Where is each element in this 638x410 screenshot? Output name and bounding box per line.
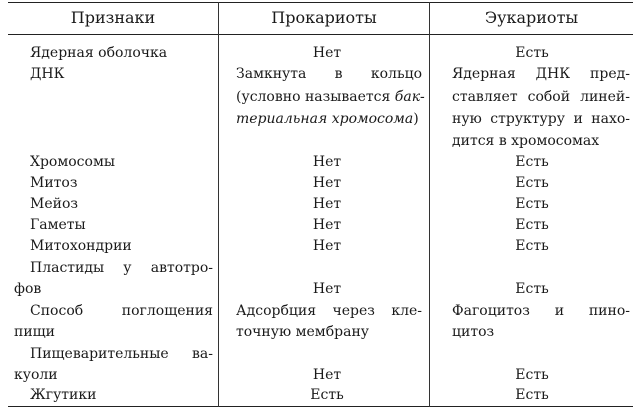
row-pro-mitosis: Нет — [312, 175, 342, 191]
row-pro-plastids: Нет — [312, 281, 342, 297]
row-sign-vacuoles-line2: куоли — [14, 367, 58, 383]
row-sign-meiosis: Мейоз — [30, 196, 79, 212]
row-pro-gametes: Нет — [312, 217, 342, 233]
row-pro-feeding-line2: точную мембрану — [236, 324, 370, 340]
row-sign-vacuoles-line1: Пищеварительные ва- — [30, 346, 213, 362]
row-euk-dna-line4: дится в хромосомах — [452, 133, 600, 149]
row-pro-nuclear-envelope: Нет — [312, 45, 342, 61]
row-euk-dna-line1: Ядерная ДНК пред- — [452, 66, 630, 82]
row-sign-gametes: Гаметы — [30, 217, 86, 233]
row-pro-dna-line2-italic: бак- — [394, 89, 425, 105]
header-divider — [8, 34, 633, 35]
row-euk-feeding-line1: Фагоцитоз и пино- — [452, 303, 630, 319]
row-sign-plastids-line1: Пластиды у автотро- — [30, 260, 213, 276]
header-signs: Признаки — [70, 8, 156, 27]
row-euk-dna-line3: ную структуру и нахо- — [452, 111, 630, 127]
row-pro-mitochondria: Нет — [312, 238, 342, 254]
row-pro-chromosomes: Нет — [312, 154, 342, 170]
row-euk-flagella: Есть — [515, 387, 549, 403]
row-euk-feeding-line2: цитоз — [452, 324, 495, 340]
table-bottom-border — [8, 406, 633, 407]
row-euk-chromosomes: Есть — [515, 154, 549, 170]
row-euk-dna-line2: ставляет собой линей- — [452, 89, 630, 105]
row-euk-plastids: Есть — [515, 281, 549, 297]
row-pro-feeding-line1: Адсорбция через кле- — [236, 303, 422, 319]
row-pro-meiosis: Нет — [312, 196, 342, 212]
row-euk-mitosis: Есть — [515, 175, 549, 191]
row-pro-dna-line2-regular: (условно называется — [236, 89, 395, 105]
header-prokaryotes: Прокариоты — [271, 8, 377, 27]
row-pro-flagella: Есть — [310, 387, 344, 403]
row-euk-mitochondria: Есть — [515, 238, 549, 254]
row-pro-dna-line3-regular: ) — [413, 111, 419, 127]
row-euk-nuclear-envelope: Есть — [515, 45, 549, 61]
row-sign-mitosis: Митоз — [30, 175, 78, 191]
row-euk-meiosis: Есть — [515, 196, 549, 212]
row-euk-gametes: Есть — [515, 217, 549, 233]
row-sign-dna: ДНК — [30, 66, 65, 82]
header-eukaryotes: Эукариоты — [484, 8, 579, 27]
row-sign-mitochondria: Митохондрии — [30, 238, 132, 254]
row-pro-dna-line1: Замкнута в кольцо — [236, 66, 422, 82]
column-divider-1 — [218, 2, 219, 407]
table-top-border — [8, 2, 633, 3]
row-sign-flagella: Жгутики — [30, 387, 97, 403]
row-sign-nuclear-envelope: Ядерная оболочка — [30, 45, 168, 61]
row-sign-feeding-line1: Способ поглощения — [30, 303, 213, 319]
row-sign-plastids-line2: фов — [14, 281, 42, 297]
row-pro-dna-line3-italic: териальная хромосома — [236, 111, 414, 127]
row-sign-chromosomes: Хромосомы — [30, 154, 115, 170]
row-pro-dna-line3 — [236, 109, 426, 129]
row-euk-vacuoles: Есть — [515, 367, 549, 383]
row-pro-dna-line2 — [236, 87, 426, 107]
row-pro-vacuoles: Нет — [312, 367, 342, 383]
row-sign-feeding-line2: пищи — [14, 324, 56, 340]
